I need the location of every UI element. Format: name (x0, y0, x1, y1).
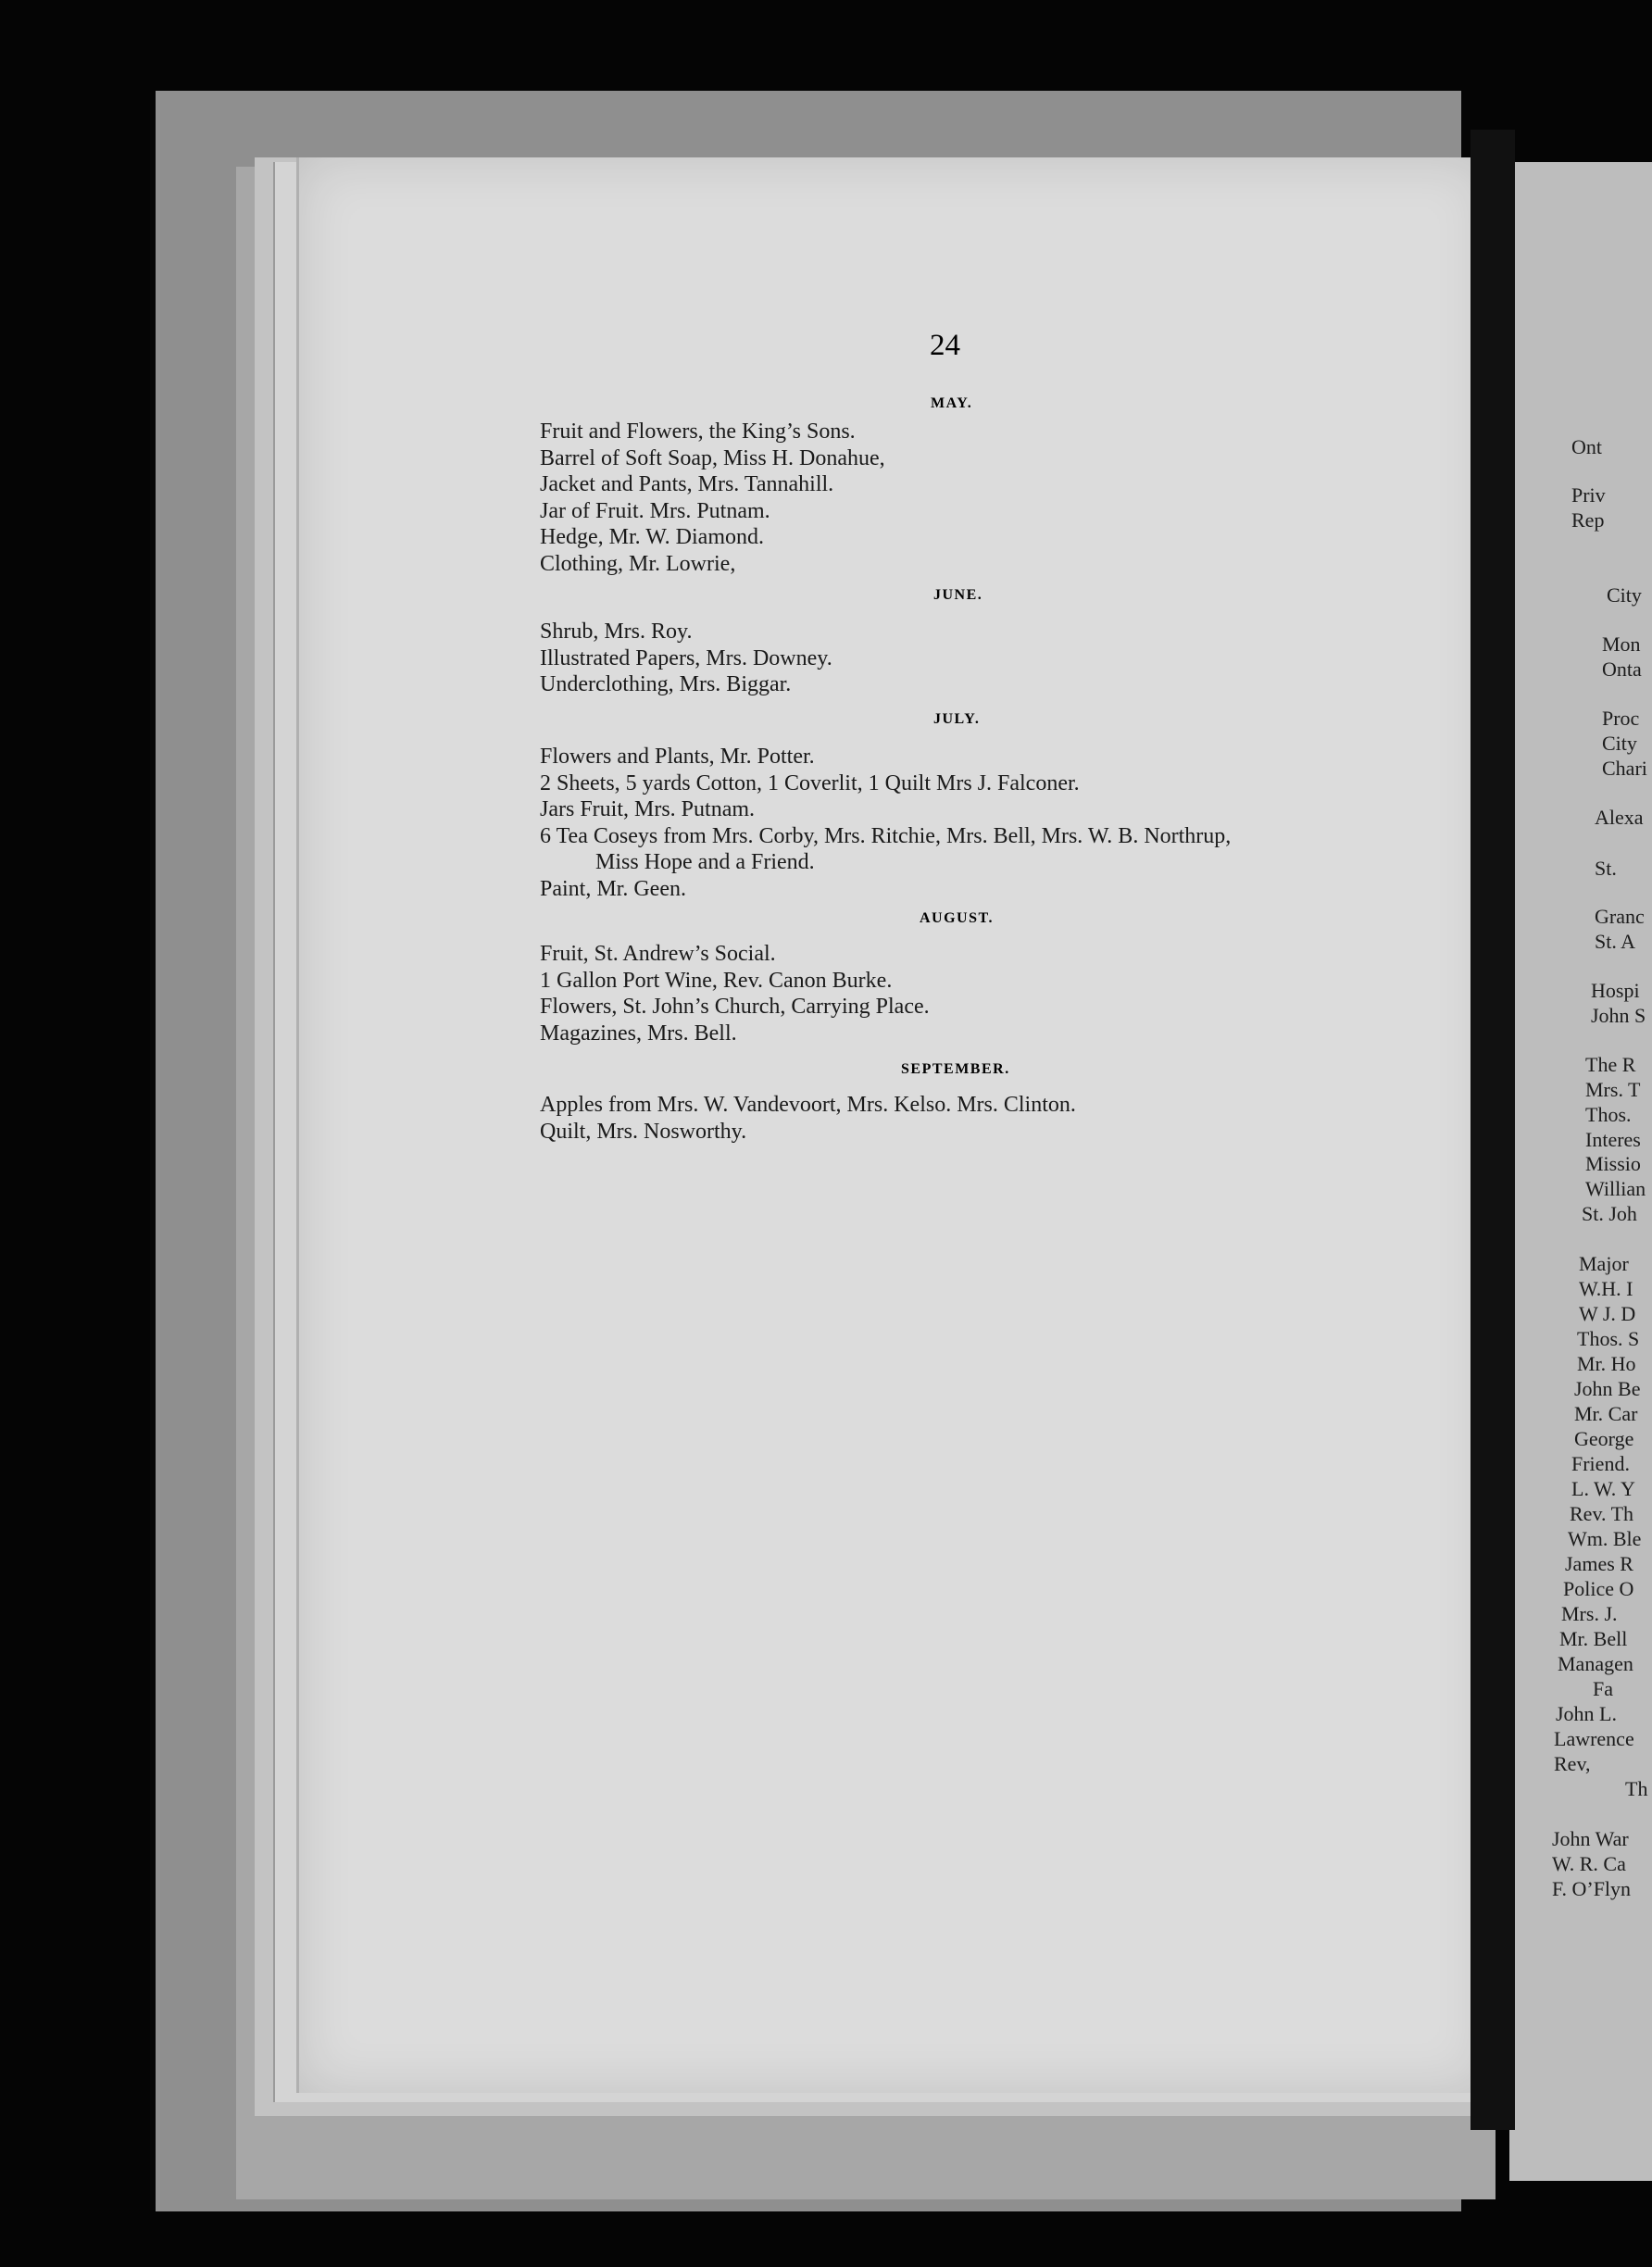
right-page-fragment: W.H. I (1579, 1277, 1633, 1300)
month-list-september (540, 1092, 1429, 1145)
list-item: Jar of Fruit. Mrs. Putnam. (540, 498, 770, 523)
month-heading-may: MAY. (931, 395, 973, 411)
page-number: 24 (930, 329, 960, 362)
right-page-fragment: Priv (1571, 483, 1606, 507)
right-page-fragment: John L. (1556, 1702, 1617, 1725)
right-page-fragment: The R (1585, 1053, 1636, 1076)
list-item: Quilt, Mrs. Nosworthy. (540, 1119, 747, 1144)
right-page-fragment: Mrs. J. (1561, 1602, 1618, 1625)
list-item: Flowers and Plants, Mr. Potter. (540, 745, 815, 769)
right-page-fragment: Mon (1602, 633, 1641, 656)
list-item: Miss Hope and a Friend. (595, 850, 815, 874)
right-page-fragment: Major (1579, 1252, 1629, 1275)
right-page-fragment: Rep (1571, 508, 1605, 532)
right-page-fragment: Mr. Ho (1577, 1352, 1636, 1375)
right-page-fragment: Thos. (1585, 1103, 1632, 1126)
right-page-fragment: Rev. Th (1570, 1502, 1634, 1525)
list-item: 1 Gallon Port Wine, Rev. Canon Burke. (540, 968, 893, 993)
right-page-fragment: Onta (1602, 658, 1642, 681)
book-gutter (1471, 130, 1515, 2130)
list-item: Hedge, Mr. W. Diamond. (540, 525, 764, 549)
right-page-fragment: City (1607, 583, 1642, 607)
month-heading-june: JUNE. (933, 587, 983, 603)
right-page-fragment: L. W. Y (1571, 1477, 1635, 1500)
right-page-fragment: Friend. (1571, 1452, 1630, 1475)
right-page-fragment: Mr. Car (1574, 1402, 1638, 1425)
right-page-fragment: W J. D (1579, 1302, 1636, 1325)
right-page-fragment: George (1574, 1427, 1634, 1450)
right-page-fragment: Th (1625, 1777, 1648, 1800)
right-page-fragment: Fa (1593, 1677, 1613, 1700)
right-page-fragment: James R (1565, 1552, 1633, 1575)
list-item: Shrub, Mrs. Roy. (540, 620, 693, 644)
right-page-fragment: Wm. Ble (1568, 1527, 1642, 1550)
right-page-fragment: Alexa (1595, 806, 1644, 829)
right-page-fragment: Proc (1602, 707, 1640, 730)
right-page-fragment: Managen (1558, 1652, 1633, 1675)
right-page-fragment: Chari (1602, 757, 1647, 780)
list-item: Paint, Mr. Geen. (540, 876, 686, 901)
right-page-fragment: W. R. Ca (1552, 1852, 1626, 1875)
right-page-fragment: City (1602, 732, 1637, 755)
list-item: Jars Fruit, Mrs. Putnam. (540, 797, 756, 821)
list-item: Apples from Mrs. W. Vandevoort, Mrs. Kelso. Mrs. Clinton. (540, 1093, 1076, 1117)
month-list-june (540, 619, 1429, 698)
list-item: Underclothing, Mrs. Biggar. (540, 672, 792, 696)
right-page-fragment: F. O’Flyn (1552, 1877, 1632, 1900)
list-item: 2 Sheets, 5 yards Cotton, 1 Coverlit, 1 Quilt Mrs J. Falconer. (540, 770, 1080, 795)
list-item: Fruit and Flowers, the King’s Sons. (540, 420, 856, 444)
list-item: Magazines, Mrs. Bell. (540, 1021, 737, 1046)
list-item: Clothing, Mr. Lowrie, (540, 551, 736, 576)
right-page-fragment: John Be (1574, 1377, 1641, 1400)
right-page-fragment: Lawrence (1554, 1727, 1634, 1750)
right-page-fragment: Willian (1585, 1177, 1646, 1200)
list-item: 6 Tea Coseys from Mrs. Corby, Mrs. Ritchie, Mrs. Bell, Mrs. W. B. Northrup, (540, 823, 1232, 848)
right-page-fragment: Police O (1563, 1577, 1634, 1600)
right-page-fragment: Rev, (1554, 1752, 1591, 1775)
right-page-fragment: Interes (1585, 1128, 1641, 1151)
right-page-fragment: Granc (1595, 905, 1645, 928)
right-page-fragment: John S (1591, 1004, 1646, 1027)
right-page-fragment: Ont (1571, 435, 1602, 458)
month-heading-july: JULY. (933, 711, 981, 727)
right-page-fragment: St. Joh (1582, 1202, 1637, 1225)
right-page-fragment: Missio (1585, 1152, 1641, 1175)
list-item: Barrel of Soft Soap, Miss H. Donahue, (540, 445, 885, 470)
right-page-fragment: Mr. Bell (1559, 1627, 1628, 1650)
month-list-august (540, 941, 1429, 1046)
list-item: Illustrated Papers, Mrs. Downey. (540, 645, 832, 670)
month-list-july (540, 744, 1429, 902)
list-item: Jacket and Pants, Mrs. Tannahill. (540, 472, 834, 496)
right-page-fragment: St. A (1595, 930, 1636, 953)
month-heading-september: SEPTEMBER. (901, 1061, 1010, 1077)
right-page-fragment: Mrs. T (1585, 1078, 1641, 1101)
list-item: Fruit, St. Andrew’s Social. (540, 942, 776, 966)
month-list-may (540, 419, 1429, 577)
right-page-fragment: St. (1595, 857, 1617, 880)
right-page-fragment: Hospi (1591, 979, 1640, 1002)
right-page-fragment: Thos. S (1577, 1327, 1640, 1350)
month-heading-august: AUGUST. (920, 910, 994, 926)
right-page-fragment: John War (1552, 1827, 1629, 1850)
list-item: Flowers, St. John’s Church, Carrying Place. (540, 995, 930, 1019)
